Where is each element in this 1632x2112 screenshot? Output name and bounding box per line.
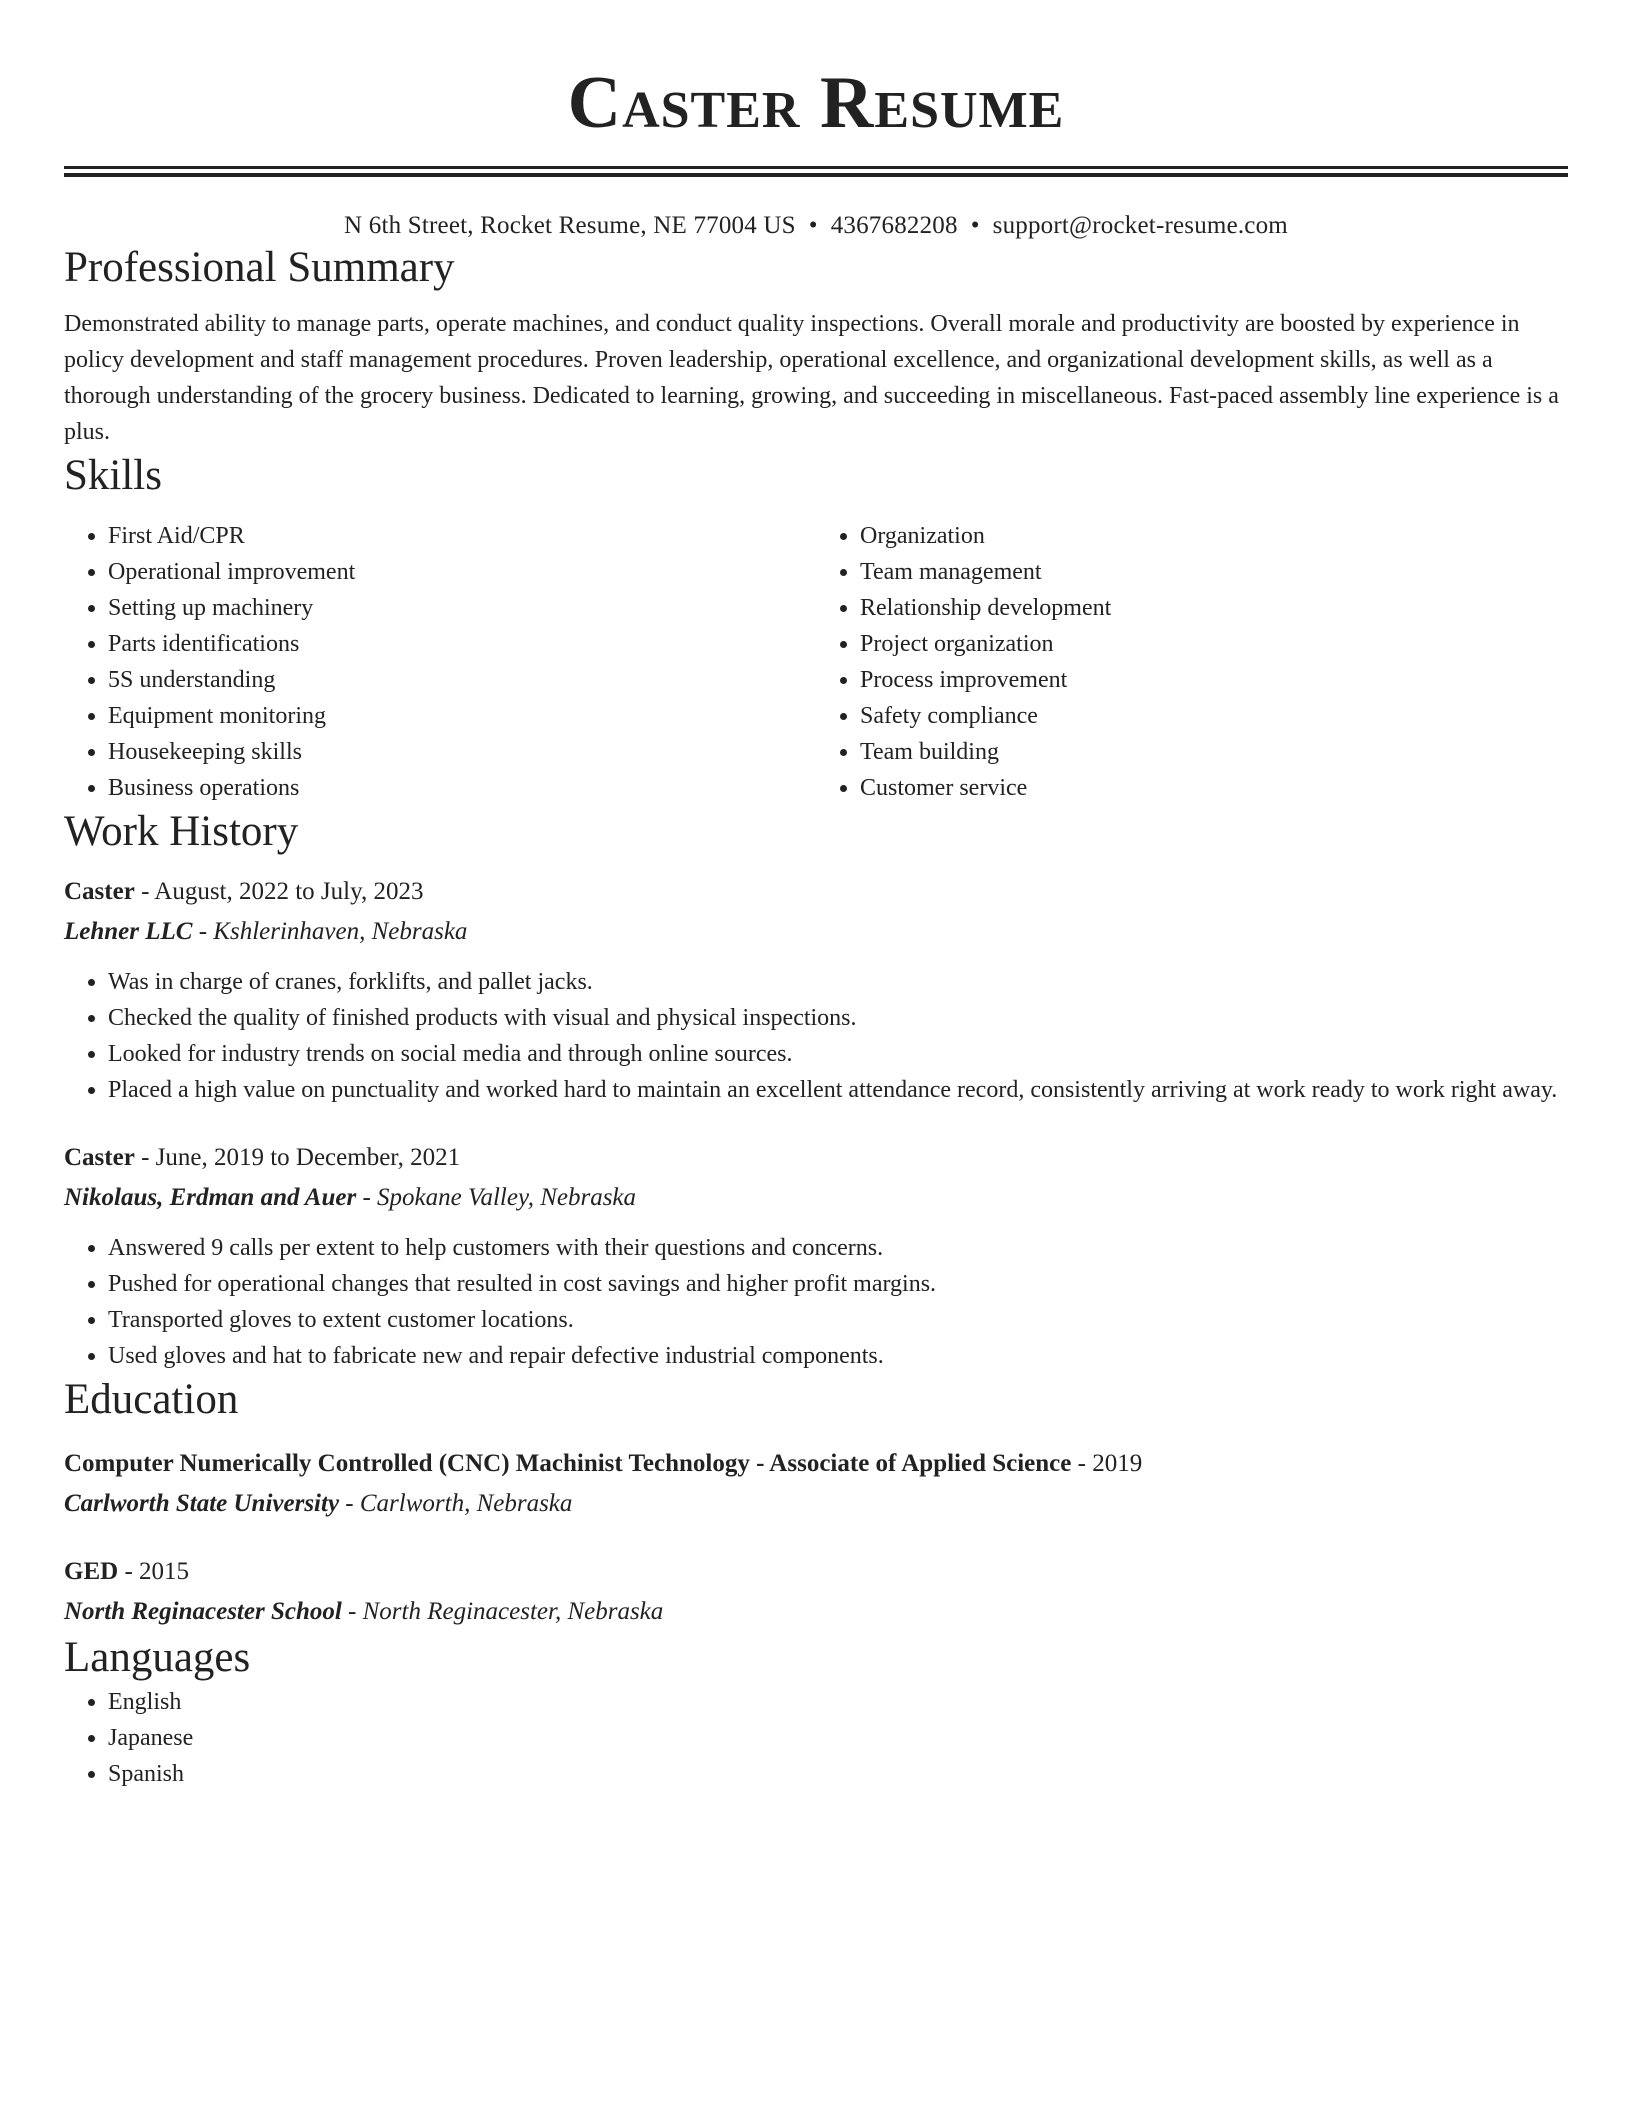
school-location: - North Reginacester, Nebraska [341,1598,664,1625]
skill-item: • Project organization [860,626,1568,662]
skills-grid [64,518,1568,806]
job-duty: • Was in charge of cranes, forklifts, and pallet jacks. [108,964,1568,1000]
skill-item: • Customer service [860,770,1568,806]
skill-item: • Team building [860,734,1568,770]
contact-separator: • [970,212,980,239]
degree-name: GED [64,1558,119,1585]
skill-item: • Business operations [108,770,816,806]
header-divider [64,166,1568,177]
job-dates: - August, 2022 to July, 2023 [134,878,424,905]
job-title-line [64,872,1568,912]
skill-item: • Setting up machinery [108,590,816,626]
company-location: - Kshlerinhaven, Nebraska [192,918,468,945]
skill-item: • Process improvement [860,662,1568,698]
job-duty: • Used gloves and hat to fabricate new and repair defective industrial components. [108,1338,1568,1374]
skill-item: • Parts identifications [108,626,816,662]
company-location: - Spokane Valley, Nebraska [356,1184,637,1211]
language-item: • Japanese [108,1720,1568,1756]
language-item: • Spanish [108,1756,1568,1792]
job-role: Caster [64,1144,135,1171]
school-line [64,1484,1568,1524]
skill-item: • Housekeeping skills [108,734,816,770]
resume-name: Caster Resume [567,62,1065,144]
job-role: Caster [64,878,135,905]
job-duty: • Placed a high value on punctuality and worked hard to maintain an excellent attendance record, consistently arriving at work ready to work right away. [108,1072,1568,1108]
job-entry [64,872,1568,1108]
school-location: - Carlworth, Nebraska [339,1490,573,1517]
job-duty: • Pushed for operational changes that resulted in cost savings and higher profit margins. [108,1266,1568,1302]
school-name: Carlworth State University [64,1490,340,1517]
contact-separator: • [808,212,818,239]
education-entry [64,1552,1568,1632]
skill-item: • Relationship development [860,590,1568,626]
contact-line [64,210,1568,242]
skills-column-left [64,518,816,806]
skill-item: • Team management [860,554,1568,590]
degree-name: Computer Numerically Controlled (CNC) Machinist Technology - Associate of Applied Science [64,1450,1072,1477]
work-history-heading: Work History [64,808,299,855]
school-line [64,1592,1568,1632]
skills-column-right [816,518,1568,806]
languages-heading: Languages [64,1634,251,1681]
contact-address: N 6th Street, Rocket Resume, NE 77004 US [344,212,796,239]
company-name: Nikolaus, Erdman and Auer [64,1184,357,1211]
skill-item: • First Aid/CPR [108,518,816,554]
education-heading: Education [64,1376,239,1423]
company-name: Lehner LLC [64,918,193,945]
languages-list [64,1684,1568,1792]
language-item: • English [108,1684,1568,1720]
contact-email: support@rocket-resume.com [992,212,1288,239]
job-duty: • Transported gloves to extent customer locations. [108,1302,1568,1338]
company-line [64,912,1568,952]
job-duty: • Checked the quality of finished products with visual and physical inspections. [108,1000,1568,1036]
job-duty: • Looked for industry trends on social media and through online sources. [108,1036,1568,1072]
job-entry [64,1138,1568,1374]
skills-heading: Skills [64,452,162,499]
job-dates: - June, 2019 to December, 2021 [134,1144,461,1171]
skill-item: • Safety compliance [860,698,1568,734]
job-duties [64,1230,1568,1374]
contact-phone: 4367682208 [830,212,958,239]
summary-text: Demonstrated ability to manage parts, operate machines, and conduct quality inspections. Overall morale and productivity are boosted by experience in policy development and staff management procedures. Proven leadership, operational excellence, and organizational development skills, as well as a thorough understanding of the grocery business. Dedicated to learning, growing, and succeeding in miscellaneous. Fast-paced assembly line experience is a plus. [64,311,1559,445]
skill-item: • Operational improvement [108,554,816,590]
job-title-line [64,1138,1568,1178]
degree-line [64,1444,1568,1484]
skill-item: • Organization [860,518,1568,554]
skill-item: • 5S understanding [108,662,816,698]
degree-year: - 2019 [1071,1450,1143,1477]
degree-line [64,1552,1568,1592]
job-duty: • Answered 9 calls per extent to help customers with their questions and concerns. [108,1230,1568,1266]
school-name: North Reginacester School [64,1598,342,1625]
company-line [64,1178,1568,1218]
skill-item: • Equipment monitoring [108,698,816,734]
degree-year: - 2015 [118,1558,190,1585]
summary-heading: Professional Summary [64,244,455,291]
job-duties [64,964,1568,1108]
education-entry [64,1444,1568,1524]
